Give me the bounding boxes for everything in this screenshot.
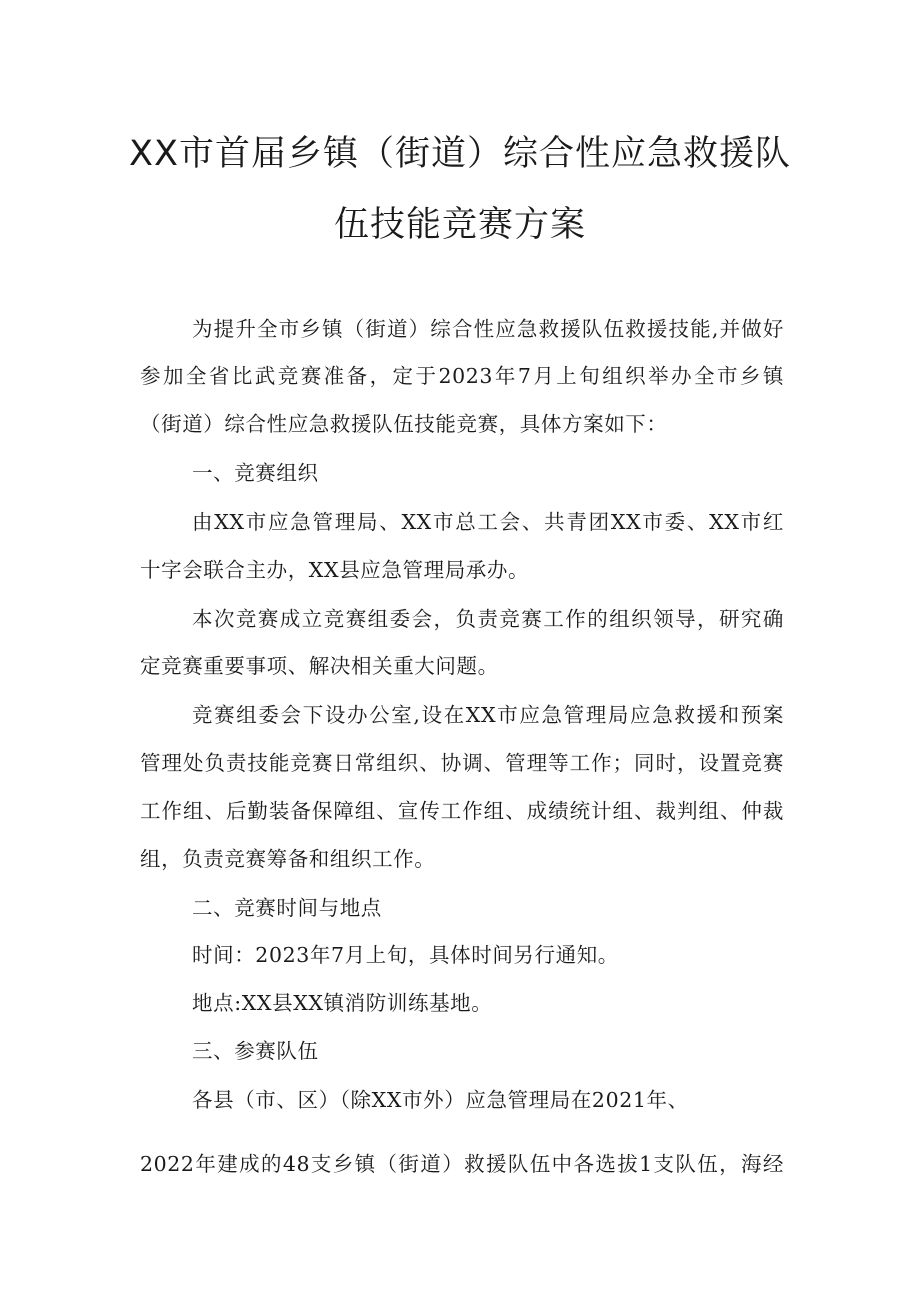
paragraph-office-line-4: 组，负责竞赛筹备和组织工作。 xyxy=(140,847,436,871)
paragraph-intro-line-1: 为提升全市乡镇（街道）综合性应急救援队伍救援技能,并做好 xyxy=(192,317,784,341)
paragraph-committee-line-1: 本次竞赛成立竞赛组委会，负责竞赛工作的组织领导，研究确 xyxy=(192,607,784,631)
paragraph-organizers-line-2: 十字会联合主办，XX县应急管理局承办。 xyxy=(140,558,530,582)
paragraph-office-line-1: 竞赛组委会下设办公室,设在XX市应急管理局应急救援和预案 xyxy=(192,703,784,727)
paragraph-location: 地点:XX县XX镇消防训练基地。 xyxy=(192,991,493,1015)
paragraph-intro-line-2: 参加全省比武竞赛准备，定于2023年7月上旬组织举办全市乡镇 xyxy=(140,364,784,388)
paragraph-committee-line-2: 定竞赛重要事项、解决相关重大问题。 xyxy=(140,654,499,678)
paragraph-organizers-line-1: 由XX市应急管理局、XX市总工会、共青团XX市委、XX市红 xyxy=(192,510,784,534)
paragraph-office-line-2: 管理处负责技能竞赛日常组织、协调、管理等工作；同时，设置竞赛 xyxy=(140,751,784,775)
section-heading-3: 三、参赛队伍 xyxy=(192,1039,319,1063)
section-heading-1: 一、竞赛组织 xyxy=(192,461,319,485)
paragraph-teams-line-2: 2022年建成的48支乡镇（街道）救援队伍中各选拔1支队伍，海经 xyxy=(140,1152,784,1176)
document-title-line-1: XX市首届乡镇（街道）综合性应急救援队 xyxy=(129,134,791,174)
paragraph-office-line-3: 工作组、后勤装备保障组、宣传工作组、成绩统计组、裁判组、仲裁 xyxy=(140,799,784,823)
paragraph-intro-line-3: （街道）综合性应急救援队伍技能竞赛，具体方案如下： xyxy=(140,412,668,436)
section-heading-2: 二、竞赛时间与地点 xyxy=(192,896,382,920)
paragraph-teams-line-1: 各县（市、区）（除XX市外）应急管理局在2021年、 xyxy=(192,1088,689,1112)
paragraph-time: 时间：2023年7月上旬，具体时间另行通知。 xyxy=(192,943,619,967)
document-title-line-2: 伍技能竞赛方案 xyxy=(333,205,586,245)
